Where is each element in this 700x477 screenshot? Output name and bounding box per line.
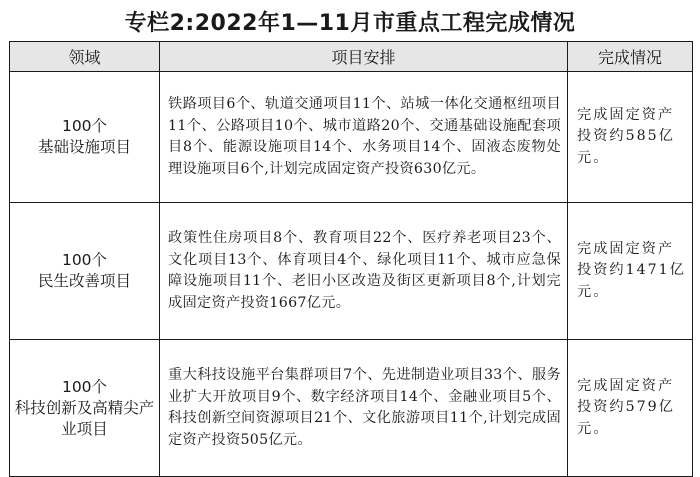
header-arrangement: 项目安排 (160, 42, 568, 72)
domain-count: 100个 (61, 251, 108, 269)
header-completion: 完成情况 (568, 42, 693, 72)
table-row (10, 203, 693, 340)
table-row (10, 340, 693, 477)
page-title: 专栏2:2022年1—11月市重点工程完成情况 (124, 11, 576, 36)
domain-cell (10, 72, 160, 203)
domain-name: 科技创新及高精尖产业项目 (14, 398, 155, 438)
table-row (10, 72, 693, 203)
table-header-row (10, 42, 693, 72)
result-cell: 完成固定资产投资约585亿元。 (568, 72, 693, 203)
items-cell: 铁路项目6个、轨道交通项目11个、站城一体化交通枢纽项目11个、公路项目10个、城市道路20个、交通基础设施配套项目8个、能源设施项目14个、水务项目14个、固液态废物处理设施项目6个,计划完成固定资产投资630亿元。 (160, 72, 568, 203)
header-domain: 领域 (10, 42, 160, 72)
domain-cell (10, 340, 160, 477)
result-cell: 完成固定资产投资约1471亿元。 (568, 203, 693, 340)
items-cell: 重大科技设施平台集群项目7个、先进制造业项目33个、服务业扩大开放项目9个、数字经济项目14个、金融业项目5个、科技创新空间资源项目21个、文化旅游项目11个,计划完成固定资产投资505亿元。 (160, 340, 568, 477)
domain-name: 民生改善项目 (37, 272, 131, 290)
projects-table (9, 41, 693, 477)
domain-cell (10, 203, 160, 340)
domain-count: 100个 (61, 377, 108, 396)
domain-name: 基础设施项目 (37, 138, 131, 156)
result-cell: 完成固定资产投资约579亿元。 (568, 340, 693, 477)
domain-count: 100个 (61, 117, 108, 135)
items-cell: 政策性住房项目8个、教育项目22个、医疗养老项目23个、文化项目13个、体育项目4个、绿化项目11个、城市应急保障设施项目11个、老旧小区改造及街区更新项目8个,计划完成固定资产投资1667亿元。 (160, 203, 568, 340)
